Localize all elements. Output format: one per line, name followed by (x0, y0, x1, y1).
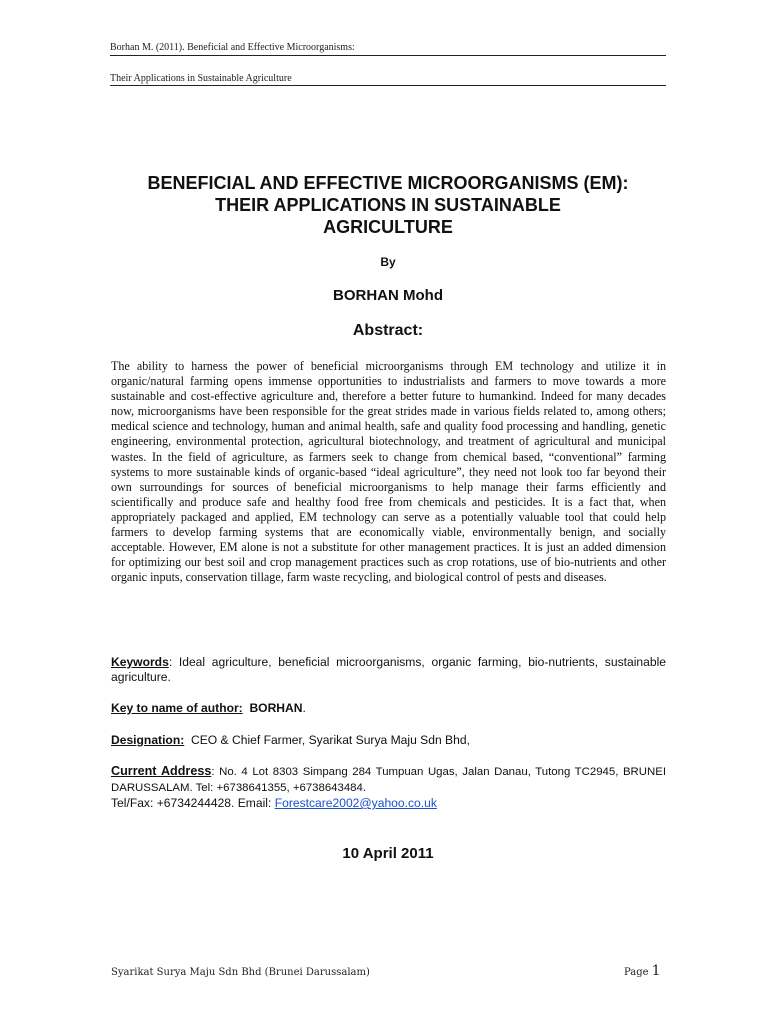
designation-section (111, 733, 666, 748)
header-rule-bottom (110, 85, 666, 86)
keywords-value: : Ideal agriculture, beneficial microorganisms, organic farming, bio-nutrients, sustainable agriculture. (111, 655, 666, 684)
key-to-author-suffix: . (302, 701, 306, 715)
telfax-text: Tel/Fax: +6734244428. Email: (111, 796, 275, 810)
address-value: : No. 4 Lot 8303 Simpang 284 Tumpuan Ugas, Jalan Danau, Tutong TC2945, BRUNEI DARUSSALAM. Tel: +6738641355, +6738643484. (111, 766, 666, 794)
paper-title (110, 172, 666, 238)
by-label: By (380, 255, 396, 269)
designation-label: Designation: (111, 733, 185, 747)
page-label: Page (624, 967, 649, 978)
address-section (111, 764, 666, 811)
paper-title-line3: AGRICULTURE (323, 217, 453, 237)
email-link[interactable]: Forestcare2002@yahoo.co.uk (274, 796, 437, 810)
abstract-heading: Abstract: (352, 322, 424, 339)
key-to-author-label: Key to name of author: (111, 701, 243, 715)
paper-title-line2: THEIR APPLICATIONS IN SUSTAINABLE (215, 195, 561, 215)
running-header-line1: Borhan M. (2011). Beneficial and Effective Microorganisms: (110, 42, 355, 53)
paper-title-line1: BENEFICIAL AND EFFECTIVE MICROORGANISMS (EM): (147, 173, 629, 193)
keywords-section (111, 655, 666, 685)
keywords-label: Keywords (111, 655, 169, 669)
key-to-author-section (111, 701, 666, 716)
author-name: BORHAN Mohd (333, 287, 443, 304)
key-to-author-value: BORHAN (249, 701, 303, 715)
page-number: 1 (651, 963, 661, 979)
footer-company: Syarikat Surya Maju Sdn Bhd (Brunei Darussalam) (111, 967, 370, 978)
running-header-line2: Their Applications in Sustainable Agriculture (110, 73, 292, 84)
designation-value: CEO & Chief Farmer, Syarikat Surya Maju Sdn Bhd, (190, 733, 470, 747)
header-rule-top (110, 55, 666, 56)
footer-page-number (624, 963, 660, 979)
address-label: Current Address (111, 764, 212, 778)
abstract-body: The ability to harness the power of beneficial microorganisms through EM technology and utilize it in organic/natural farming opens immense opportunities to industrialists and farmers to move towards a more sustainable and cost-effective agriculture and, therefore a better future to humankind. Indeed for many decades now, microorganisms have been responsible for the great strides made in various fields related to, among others; medical science and technology, human and animal health, safe and quality food processing and handling, genetic engineering, environmental protection, agricultural biotechnology, and treatment of agricultural and municipal wastes. In the field of agriculture, as farmers seek to change from chemical based, “conventional” farming systems to more sustainable kinds of organic-based “ideal agriculture”, they need not look too far beyond their own surroundings for sources of beneficial microorganisms to help manage their farms efficiently and scientifically and produce safe and healthy food free from chemicals and pesticides. It is a fact that, when appropriately packaged and applied, EM technology can serve as a potentially valuable tool that could help farmers to develop farming systems that are economically viable, environmentally benign, and socially acceptable. However, EM alone is not a substitute for other management practices. It is just an added dimension for optimizing our best soil and crop management practices such as crop rotations, use of bio-nutrients and other organic inputs, conservation tillage, farm waste recycling, and biological control of pests and diseases. (111, 359, 666, 585)
document-date: 10 April 2011 (342, 845, 434, 862)
